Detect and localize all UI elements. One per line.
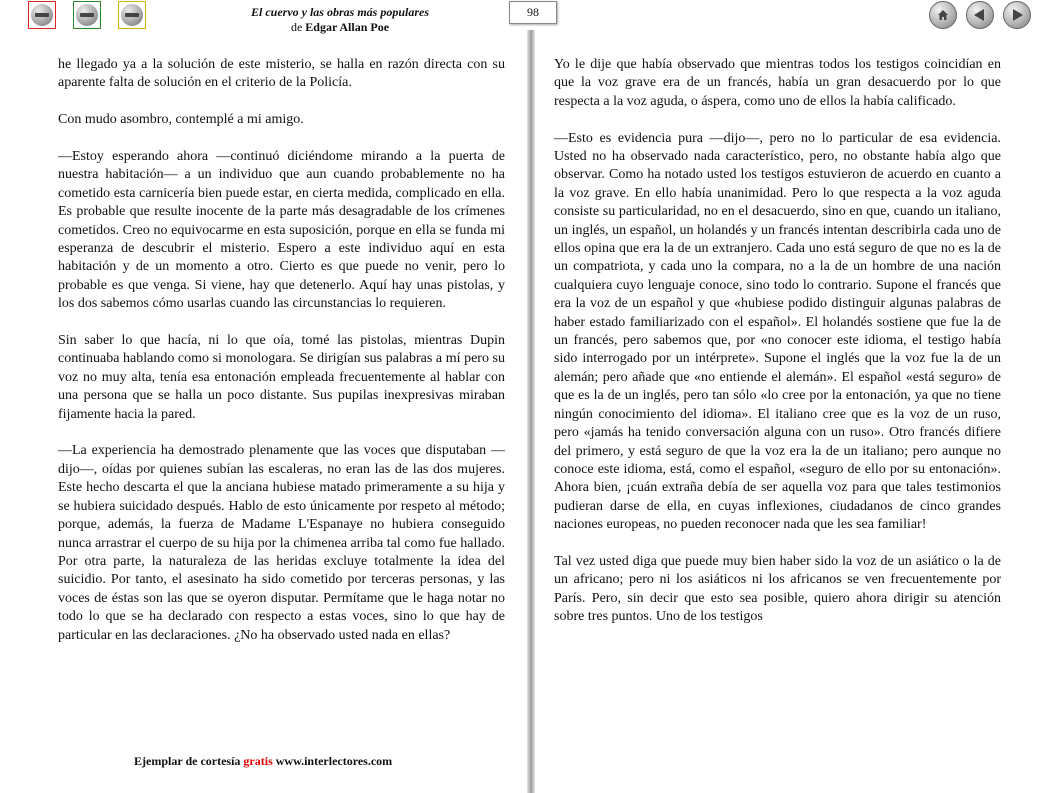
right-page-text bbox=[554, 56, 1001, 645]
minus-button-red[interactable] bbox=[28, 1, 56, 29]
arrow-right-icon bbox=[1013, 9, 1023, 21]
home-icon bbox=[937, 9, 949, 21]
paragraph: he llegado ya a la solución de este misterio, se halla en razón directa con su aparente falta de solución en el criterio de la Policía. bbox=[58, 57, 505, 91]
paragraph: Sin saber lo que hacía, ni lo que oía, tomé las pistolas, mientras Dupin continuaba hablando como si monologara. Se dirigían sus palabras a mí pero su voz no muy alta, tenía esa entonación empleada frecuentemente al hablar con una persona que se halla un poco distante. Sus pupilas inexpresivas miraban fijamente hacia la pared. bbox=[58, 333, 505, 422]
minus-button-yellow[interactable] bbox=[118, 1, 146, 29]
footer bbox=[134, 754, 392, 769]
paragraph: —Estoy esperando ahora —continuó diciéndome mirando a la puerta de nuestra habitación— a un individuo que aun cuando probablemente no ha cometido esta carnicería bien puede estar, en cierta medida, complicado en ella. Es probable que resulte inocente de la parte más desagradable de los crímenes cometidos. Creo no equivocarme en esta suposición, porque en ella se funda mi esperanza de descubrir el misterio. Espero a este individuo aquí en esta habitación y de un momento a otro. Cierto es que puede no venir, pero lo probable es que venga. Si viene, hay que detenerlo. Aquí hay unas pistolas, y los dos sabemos cómo usarlas cuando las circunstancias lo requieren. bbox=[58, 149, 505, 312]
author-name: Edgar Allan Poe bbox=[305, 20, 390, 34]
home-button[interactable] bbox=[929, 1, 957, 29]
paragraph: Yo le dije que había observado que mientras todos los testigos coincidían en que la voz grave era de un francés, había un gran desacuerdo por lo que respecta a la voz aguda, o áspera, como uno de ellos la había calificado. bbox=[554, 57, 1001, 109]
minus-bar bbox=[35, 13, 49, 17]
paragraph: Con mudo asombro, contemplé a mi amigo. bbox=[58, 112, 304, 128]
minus-bar bbox=[80, 13, 94, 17]
footer-gratis: gratis bbox=[243, 754, 273, 768]
next-page-button[interactable] bbox=[1003, 1, 1031, 29]
page-number-box: 98 bbox=[509, 1, 557, 24]
book-title: El cuervo y las obras más populares bbox=[250, 5, 429, 19]
previous-page-button[interactable] bbox=[966, 1, 994, 29]
book-author bbox=[230, 20, 450, 34]
book-spine bbox=[527, 30, 535, 793]
author-prefix: de bbox=[290, 20, 303, 34]
left-page-text bbox=[58, 56, 505, 663]
arrow-left-icon bbox=[974, 9, 984, 21]
footer-prefix: Ejemplar de cortesía bbox=[134, 754, 241, 768]
minus-bar bbox=[125, 13, 139, 17]
paragraph: —Esto es evidencia pura —dijo—, pero no lo particular de esa evidencia. Usted no ha observado nada característico, pero, no obstante había algo que observar. Como ha notado usted los testigos estuvieron de acuerdo en cuanto a la voz grave. En ello había unanimidad. Pero lo que respecta a la voz aguda consiste su particularidad, no en el desacuerdo, sino en que, cuando un italiano, un inglés, un español, un holandés y un francés intentan describirla cada uno de ellos opina que era la de un extranjero. Cada uno está seguro de que no es la de un compatriota, y cada uno la compara, no a la de un hombre de una nación cualquiera cuyo lenguaje conoce, sino todo lo contrario. Supone el francés que era la voz de un español y que «hubiese podido distinguir algunas palabras de haber estado familiarizado con el español». El holandés sostiene que fue la de un francés, pero sabemos que, por «no conocer este idioma, el testigo había sido interrogado por un intérprete». Supone el inglés que la voz fue la de un alemán; pero añade que «no entiende el alemán». El español «está seguro» de que es la de un inglés, pero tan sólo «lo cree por la entonación, ya que no tiene ningún conocimiento del idioma». El italiano cree que es la voz de un ruso, pero «jamás ha tenido conversación alguna con un ruso». Otro francés difiere del primero, y está seguro de que la voz era la de un italiano; pero aunque no conoce este idioma, está, como el español, «seguro de ello por su entonación». Ahora bien, ¡cuán extraña debía de ser aquella voz para que tales testimonios pudieran darse de ella, en cuyas inflexiones, ciudadanos de cinco grandes naciones europeas, no pueden reconocer nada que les sea familiar! bbox=[554, 130, 1001, 533]
paragraph: Tal vez usted diga que puede muy bien haber sido la voz de un asiático o la de un africano; pero ni los asiáticos ni los africanos se ven frecuentemente por París. Pero, sin decir que esto sea posible, quiero ahora dirigir su atención sobre tres puntos. Uno de los testigos bbox=[554, 553, 1001, 625]
paragraph: —La experiencia ha demostrado plenamente que las voces que disputaban —dijo—, oídas por quienes subían las escaleras, no eran las de las dos mujeres. Este hecho descarta el que la anciana hubiese matado primeramente a su hija y se hubiera suicidado después. Hablo de esto únicamente por respeto al método; porque, además, la fuerza de Madame L'Espanaye no hubiera conseguido nunca arrastrar el cuerpo de su hija por la chimenea arriba tal como fue hallado. Por otra parte, la naturaleza de las heridas excluye totalmente la idea del suicidio. Por tanto, el asesinato ha sido cometido por terceras personas, y las voces de éstas son las que se oyeron disputar. Permítame que le haga notar no todo lo que se ha declarado con respecto a estas voces, sino lo que hay de particular en las declaraciones. ¿No ha observado usted nada en ellas? bbox=[58, 443, 505, 643]
minus-button-green[interactable] bbox=[73, 1, 101, 29]
footer-url[interactable]: www.interlectores.com bbox=[275, 754, 393, 768]
